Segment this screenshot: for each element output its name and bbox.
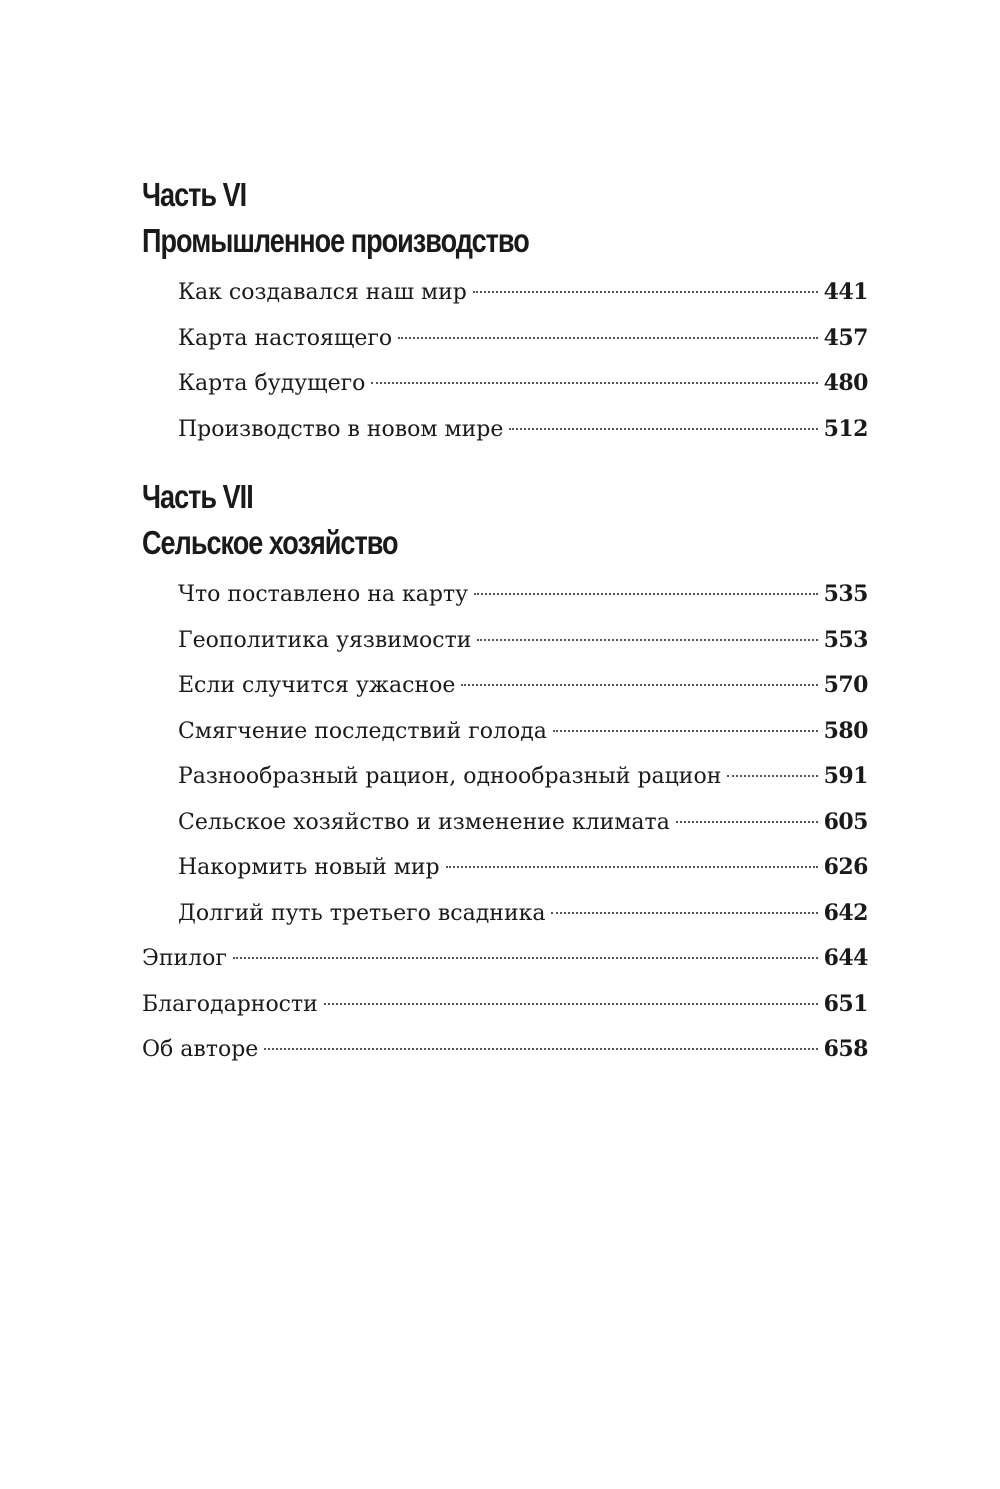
dot-leader [461, 684, 817, 686]
back-matter-section [142, 936, 868, 1073]
back-matter-title: Благодарности [142, 991, 318, 1017]
chapter-title: Долгий путь третьего всадника [178, 900, 546, 926]
chapter-title: Что поставлено на карту [178, 582, 469, 607]
page-number: 480 [823, 370, 868, 396]
toc-entry[interactable] [142, 407, 868, 453]
chapter-title: Карта настоящего [178, 325, 393, 351]
chapter-title: Если случится ужасное [178, 673, 456, 698]
page-number: 457 [823, 324, 868, 351]
back-matter-title: Эпилог [142, 946, 227, 971]
part-number: Часть VII [142, 478, 253, 515]
dot-leader [398, 337, 817, 339]
dot-leader [371, 382, 817, 384]
part-vi-section [142, 172, 868, 452]
toc-entry[interactable] [142, 754, 868, 800]
dot-leader [264, 1048, 817, 1050]
toc-entry[interactable] [142, 663, 868, 709]
page-number: 591 [823, 763, 868, 789]
page-number: 512 [823, 415, 868, 442]
back-matter-title: Об авторе [142, 1037, 259, 1062]
dot-leader [477, 639, 817, 641]
part-number: Часть VI [142, 176, 247, 213]
toc-entry[interactable] [142, 982, 868, 1028]
page-number: 642 [823, 899, 868, 926]
chapter-title: Разнообразный рацион, однообразный рацион [178, 764, 722, 789]
chapter-title: Производство в новом мире [178, 416, 504, 442]
toc-entry[interactable] [142, 618, 868, 664]
table-of-contents [142, 172, 868, 1073]
chapter-title: Как создавался наш мир [178, 280, 467, 305]
chapter-title: Геополитика уязвимости [178, 627, 472, 653]
page-number: 626 [823, 854, 868, 880]
dot-leader [474, 593, 818, 595]
chapter-title: Карта будущего [178, 371, 366, 396]
page-number: 651 [823, 990, 868, 1017]
toc-entry[interactable] [142, 572, 868, 618]
dot-leader [553, 730, 818, 732]
dot-leader [233, 957, 818, 959]
page-number: 570 [823, 672, 868, 698]
chapter-title: Сельское хозяйство и изменение климата [178, 809, 670, 835]
part-title: Промышленное производство [142, 222, 529, 259]
dot-leader [551, 912, 817, 914]
toc-entry[interactable] [142, 270, 868, 316]
dot-leader [676, 821, 818, 823]
part-vii-section [142, 474, 868, 936]
dot-leader [446, 866, 818, 868]
toc-entry[interactable] [142, 361, 868, 407]
toc-entry[interactable] [142, 891, 868, 937]
toc-entry[interactable] [142, 1027, 868, 1073]
page-number: 553 [823, 626, 868, 653]
page-number: 441 [823, 279, 868, 305]
page-number: 658 [823, 1036, 868, 1062]
dot-leader [727, 775, 817, 777]
page-number: 580 [823, 717, 868, 744]
page-number: 535 [823, 581, 868, 607]
toc-entry[interactable] [142, 936, 868, 982]
dot-leader [324, 1003, 818, 1005]
toc-entry[interactable] [142, 316, 868, 362]
chapter-title: Накормить новый мир [178, 855, 440, 880]
page-number: 605 [823, 808, 868, 835]
dot-leader [509, 428, 817, 430]
dot-leader [473, 291, 818, 293]
page-number: 644 [823, 945, 868, 971]
toc-entry[interactable] [142, 800, 868, 846]
toc-entry[interactable] [142, 845, 868, 891]
part-title: Сельское хозяйство [142, 524, 398, 561]
toc-entry[interactable] [142, 709, 868, 755]
chapter-title: Смягчение последствий голода [178, 718, 547, 744]
